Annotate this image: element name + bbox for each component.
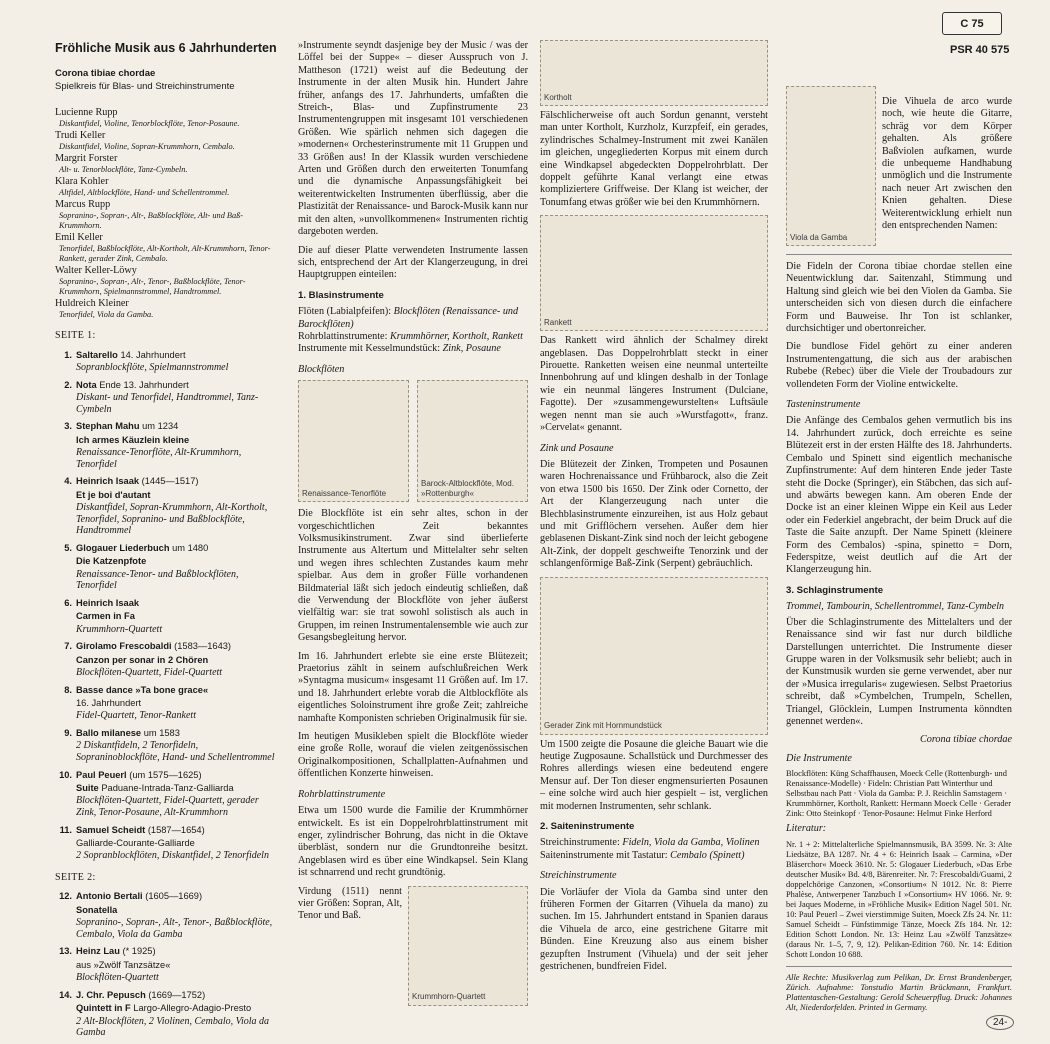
performer-list <box>55 107 280 320</box>
divider <box>786 966 1012 967</box>
body-paragraph: Die bundlose Fidel gehört zu einer anderen Instrumentengattung, die sich aus der arabischen Rubebe (Rebec) über die Viele der Troubadours zur vollendeten Form der Violine entwickelte. <box>786 341 1012 390</box>
track-instrumentation: Fidel-Quartett, Tenor-Rankett <box>76 710 196 722</box>
section-heading: 1. Blasinstrumente <box>298 289 384 301</box>
track-instrumentation: 2 Alt-Blockflöten, 2 Violinen, Cembalo, Viola da Gamba <box>76 1015 270 1039</box>
track-title: Nota <box>76 379 97 390</box>
group-label: Flöten (Labialpfeifen): <box>298 306 392 318</box>
ensemble-name: Corona tibiae chordae <box>55 68 156 80</box>
body-paragraph: Etwa um 1500 wurde die Familie der Krummhörner entwickelt. Es ist ein Doppelrohrblattinstrument mit enger, zylindrischer Bohrung, das nicht in die Oktave überbläst, sondern nur die Grundtonreihe besitzt. Angeblasen wird es über eine Windkapsel. Sein Klang ist schnarrend und recht grundtönig. <box>298 805 528 879</box>
track-note: aus »Zwölf Tanzsätze« <box>76 959 171 970</box>
side-2-label: SEITE 2: <box>55 872 96 884</box>
section-heading: Zink und Posaune <box>540 442 614 454</box>
column-instruments <box>540 40 768 979</box>
track-body <box>76 769 280 819</box>
performer-instruments: Tenorfidel, Viola da Gamba. <box>59 310 154 320</box>
recorder-illustration <box>417 380 528 502</box>
track-instrumentation: Diskant- und Tenorfidel, Handtrommel, Tanz-Cymbeln <box>76 392 259 415</box>
track-instrumentation: 2 Sopranblockflöten, Diskantfidel, 2 Tenorfideln <box>76 850 269 862</box>
track-body <box>76 824 280 862</box>
performer-name: Walter Keller-Löwy <box>55 265 137 277</box>
track-item <box>55 684 280 722</box>
section-heading: Tasteninstrumente <box>786 399 861 411</box>
track-item <box>55 769 280 819</box>
track-body <box>76 727 280 764</box>
recorder-figure <box>298 380 528 502</box>
track-number: 14. <box>59 989 72 1000</box>
body-paragraph: Die Blütezeit der Zinken, Trompeten und Posaunen waren Hochrenaissance und Frühbarock, also die Zeit von etwa 1500 bis 1650. Der Zink oder Cornetto, der Art der Klangerzeugung nach unter die Blechblasinstrumente einzureihen, ist aus Holz gebaut und mit Grifflöchern versehen. Außer dem hier geblasenen Diskant-Zink sind noch der leicht gebogene Alt-Zink, der doppelt geschweifte Tenorzink und der schlangenförmige Baß-Zink (Serpent) gebräuchlich. <box>540 458 768 570</box>
figure-caption: Viola da Gamba <box>790 232 848 242</box>
performer-name: Marcus Rupp <box>55 199 111 211</box>
track-instrumentation: Sopranblockflöte, Spielmannstrommel <box>76 362 229 374</box>
track-body <box>76 989 280 1039</box>
catalog-number: PSR 40 575 <box>950 44 1010 56</box>
instrument-group <box>298 331 528 343</box>
track-date: (1605—1669) <box>142 891 203 902</box>
track-instrumentation: Krummhorn-Quartett <box>76 623 163 635</box>
track-subtitle: Canzon per sonar in 2 Chören <box>76 654 209 665</box>
section-heading: 2. Saiteninstrumente <box>540 821 635 832</box>
section-heading: Rohrblattinstrumente <box>298 788 386 800</box>
figure-caption: Gerader Zink mit Hornmundstück <box>544 721 662 731</box>
performer-name: Klara Kohler <box>55 176 109 188</box>
track-body <box>76 890 280 940</box>
performer-name: Huldreich Kleiner <box>55 298 129 310</box>
crumhorn-illustration <box>408 886 528 1006</box>
literature-list: Nr. 1 + 2: Mittelalterliche Spielmannsmusik, BA 3599. Nr. 3: Alte Liedsätze, BA 1287. Nr. 4 + 6: Heinrich Isaak – Carmina, »Der Bläserchor« Moeck 3610. Nr. 5: Glogauer Liederbuch, »Das Erbe deutscher Musik« Bd. 4/8, Bärenreiter. Nr. 7: Frescobaldi/Guami, 2 doppelchörige Canzonen, »Consortium« N 1012. Nr. 8: Pierre Phalèse, Antwerpener Tanzbuch I »Consortium« HV 1066. Nr. 9: bei Jaques Moderne, in »Fröhliche Musik« Edition Nagel 501. Nr. 10: Paul Peuerl – Zwei vierstimmige Suiten, Moeck Zfs 24. Nr. 11: Samuel Scheidt – Fünfstimmige Tänze, Moeck Zfs 184. Nr. 12: Edition Schott London. Nr. 13: Heinz Lau »Zwölf Tanzsätze« (daraus Nr. 1–5, 7, 9, 12). Pelikan-Edition 760. Nr. 14: Edition Schott London 10 688. <box>786 839 1012 959</box>
track-body <box>76 420 280 470</box>
intro-paragraph: »Instrumente seyndt dasjenige bey der Music / was der Löffel bei der Suppe« – dieser Ausspruch von J. Mattheson (1721) weist auf die Bedeutung der Instrumente in der alten Musik hin. Hundert Jahre früher, anfangs des 17. Jahrhunderts, umfaßten die Streich-, Blas- und Zupfinstrumente 23 Instrumentengruppen mit insgesamt 101 verschiedenen Größen. Wie spärlich nehmen sich dagegen die »modernen« Orchesterinstrumente mit 11 Gruppen und 33 Größen aus! In der Klassik wurden verschiedene Arten und Größen durch den erweiterten Tonumfang und die dynamische Anpassungsfähigkeit bei weiterentwickelten Instrumenten überflüssig, aber die Plastizität der Renaissance- und Barock-Musik kann nur mit den alten, »unvollkommenen« Instrumenten richtig dargeboten werden. <box>298 40 528 238</box>
body-paragraph: Die Vorläufer der Viola da Gamba sind unter den früheren Formen der Gitarren (Vihuela da mano) zu suchen. Im 15. Jahrhundert entstand in Spanien daraus die Vihuela de arco, eine gestrichene Gitarre mit Bünden. Eine Kreuzung also aus einem bisher gezupften Instrument (Vihuela) und der seit jeher gestrichenen, bundfreien Fidel. <box>540 886 768 973</box>
catalog-code-box <box>942 12 1002 35</box>
track-item <box>55 727 280 764</box>
performer-instruments: Diskantfidel, Violine, Sopran-Krummhorn, Cembalo. <box>59 142 235 152</box>
performer <box>55 130 280 152</box>
track-body <box>76 597 280 635</box>
track-number: 11. <box>59 824 72 835</box>
track-note: Paduane-Intrada-Tanz-Galliarda <box>98 783 234 794</box>
track-item <box>55 349 280 374</box>
body-paragraph: Die Anfänge des Cembalos gehen vermutlich bis ins 14. Jahrhundert zurück, doch erreichte es seine Blütezeit erst in der ersten Hälfte des 18. Jahrhunderts. Cembalo und Spinett sind eigentlich mechanische Zupfinstrumente: Auf dem hinteren Ende jeder Taste steht die Docke (Springer), ein Stäbchen, das sich auf- und abwärts bewegen kann. Am oberen Ende der Docke ist an einer kleinen Wippe ein Keil aus Leder oder ein Federkiel angebracht, der beim Druck auf die Taste die Saite anzupft. Der Name Spinett (kleinere Form des Cembalos) -spina, spinetto = Dorn, Federspitze, weist deutlich auf die Art der Klangerzeugung hin. <box>786 415 1012 576</box>
column-strings-credits <box>786 40 1012 1013</box>
gamba-block <box>786 86 1012 246</box>
track-subtitle: Et je boi d'autant <box>76 489 151 500</box>
body-paragraph: Virdung (1511) nennt vier Größen: Sopran, Alt, Tenor und Baß. <box>298 885 402 922</box>
track-title: J. Chr. Pepusch <box>76 989 146 1000</box>
price-sticker: 24- <box>986 1015 1014 1030</box>
performer-instruments: Diskantfidel, Violine, Tenorblockflöte, Tenor-Posaune. <box>59 119 240 129</box>
track-number: 13. <box>59 946 72 957</box>
performer <box>55 265 280 297</box>
track-title: Saltarello <box>76 349 118 360</box>
track-number: 9. <box>64 728 72 739</box>
track-number: 2. <box>64 379 72 390</box>
track-number: 7. <box>64 641 72 652</box>
track-item <box>55 420 280 470</box>
performer-instruments: Sopranino-, Sopran-, Alt-, Baßblockflöte, Alt- und Baß-Krummhorn. <box>59 211 244 231</box>
rights-notice: Alle Rechte: Musikverlag zum Pelikan, Dr. Ernst Brandenberger, Zürich. Aufnahme: Tonstudio Martin Brückmann, Frankfurt. Plattentaschen-Gestaltung: Gerold Scheuerpflug. Druck: Johannes Alt, Niederdorfelden. Printed in Germany. <box>786 972 1012 1012</box>
track-body <box>76 640 280 678</box>
track-title: Heinrich Isaak <box>76 476 140 487</box>
track-number: 1. <box>64 349 72 360</box>
track-date: (1587—1654) <box>145 824 205 835</box>
track-date: Ende 13. Jahrhundert <box>96 379 189 390</box>
track-instrumentation: Renaissance-Tenorflöte, Alt-Krummhorn, Tenorfidel <box>76 447 242 470</box>
track-title: Antonio Bertali <box>76 891 143 902</box>
group-value: Fideln, Viola da Gamba, Violinen <box>622 837 760 849</box>
track-title: Heinz Lau <box>76 946 120 957</box>
catalog-code: C 75 <box>960 17 984 30</box>
track-subtitle: Carmen in Fa <box>76 611 135 622</box>
performer <box>55 199 280 231</box>
track-body <box>76 475 280 537</box>
track-number: 10. <box>59 769 72 780</box>
figure-caption: Krummhorn-Quartett <box>412 992 486 1002</box>
track-date: (um 1575—1625) <box>126 769 202 780</box>
crumhorn-block <box>298 886 528 1006</box>
group-label: Instrumente mit Kesselmundstück: <box>298 343 441 355</box>
track-date: (1669—1752) <box>145 989 206 1000</box>
figure-caption: Kortholt <box>544 92 572 102</box>
track-instrumentation: Sopranino-, Sopran-, Alt-, Tenor-, Baßblockflöte, Cembalo, Viola da Gamba <box>76 917 273 940</box>
page-title: Fröhliche Musik aus 6 Jahrhunderten <box>55 41 277 55</box>
track-date: (1445—1517) <box>139 476 199 487</box>
figure-caption: Barock-Altblockflöte, Mod. »Rottenburgh« <box>421 479 514 498</box>
instrument-group <box>540 837 768 849</box>
side-1-tracklist <box>55 349 280 862</box>
track-body <box>76 945 280 983</box>
track-date: um 1234 <box>139 421 179 432</box>
body-paragraph: Im heutigen Musikleben spielt die Blockflöte wieder eine große Rolle, worauf die vielen zeitgenössischen Originalkompositionen, Schallplatten-Aufnahmen und öffentlichen Konzerte hinweisen. <box>298 731 528 780</box>
performer <box>55 176 280 198</box>
track-date: (1583—1643) <box>171 641 232 652</box>
track-instrumentation: Blockflöten-Quartett, Fidel-Quartett <box>76 667 223 679</box>
group-value: Blockflöten (Renaissance- und Barockflöten) <box>298 306 519 330</box>
group-value: Cembalo (Spinett) <box>670 849 745 861</box>
figure-title: Blockflöten <box>298 363 345 375</box>
performer-instruments: Sopranino-, Sopran-, Alt-, Tenor-, Baßblockflöte, Tenor-Krummhorn, Spielmannstrommel, Handtrommel. <box>59 277 246 297</box>
section-heading: Streichinstrumente <box>540 870 617 882</box>
track-item <box>55 379 280 416</box>
signature: Corona tibiae chordae <box>919 734 1012 746</box>
section-subheading: Trommel, Tambourin, Schellentrommel, Tanz-Cymbeln <box>786 601 1004 613</box>
track-item <box>55 597 280 635</box>
track-note: 16. Jahrhundert <box>76 698 142 709</box>
instrument-makers: Blockflöten: Küng Schaffhausen, Moeck Celle (Rottenburgh- und Renaissance-Modelle) · Fideln: Christian Patt Winterthur und Selbstbau nach Patt · Viola da Gamba: P. J. Reichlin Samstagern · Krummhörner, Kortholt, Rankett: Hermann Moeck Celle · Gerader Zink: Otto Steinkopf · Tenor-Posaune: Helmut Finke Herford <box>786 769 1012 819</box>
track-title: Paul Peuerl <box>76 769 127 780</box>
track-title: Basse dance »Ta bone grace« <box>76 684 209 695</box>
performer <box>55 153 280 175</box>
group-label: Streichinstrumente: <box>540 837 620 849</box>
track-number: 4. <box>64 476 72 487</box>
performer <box>55 107 280 129</box>
track-item <box>55 989 280 1039</box>
track-number: 6. <box>64 597 72 608</box>
track-date: um 1583 <box>141 728 180 739</box>
instrument-group <box>540 850 768 862</box>
track-subtitle: Ich armes Käuzlein kleine <box>76 434 190 445</box>
track-item <box>55 640 280 678</box>
track-title: Glogauer Liederbuch <box>76 542 170 553</box>
performer-name: Emil Keller <box>55 232 103 244</box>
viola-da-gamba-illustration <box>786 86 876 246</box>
figure-caption: Renaissance-Tenorflöte <box>302 488 387 498</box>
track-title: Girolamo Frescobaldi <box>76 641 172 652</box>
track-instrumentation: Blockflöten-Quartett <box>76 972 159 984</box>
instrument-group <box>298 306 528 331</box>
group-value: Zink, Posaune <box>442 343 501 355</box>
track-title: Ballo milanese <box>76 728 142 739</box>
rankett-illustration <box>540 215 768 331</box>
body-paragraph: Fälschlicherweise oft auch Sordun genannt, versteht man unter Kortholt, Kurzholz, Kurzpfeif, ein gerades, zylindrisches Schalmey-Instrument mit zwei Kanälen im gleichen, ungegliederten Korpus mit einem durch eine Windkapsel abgedeckten Doppelrohrblatt. Der doppelt geführte Kanal verlangt eine etwas kompliziertere Griffweise. Der Klang ist weicher, der Tonumfang etwas größer wie bei den Krummhörnern. <box>540 110 768 208</box>
section-heading: Literatur: <box>786 823 827 835</box>
track-date: um 1480 <box>169 542 209 553</box>
track-number: 8. <box>64 684 72 695</box>
track-instrumentation: 2 Diskantfideln, 2 Tenorfideln, Sopraninoblockflöte, Hand- und Schellentrommel <box>76 740 275 764</box>
body-paragraph: Über die Schlaginstrumente des Mittelalters und der Renaissance sind wir fast nur durch bildliche Darstellungen unterrichtet. Die Instrumente dieser Gruppe waren in der Volksmusik sehr beliebt; auch in der Kunstmusik wurden sie gerne verwendet, aber nur der »Musica irregularis« zugewiesen. Selbst Praetorius schreibt, daß »Cymbelchen, Trumpeln, Schellen, Triangel, Glöcklein, Lumpen Instrumenta könndten genennet werden«. <box>786 616 1012 727</box>
performer <box>55 298 280 320</box>
track-subtitle: Die Katzenpfote <box>76 556 147 567</box>
track-title: Samuel Scheidt <box>76 824 146 835</box>
performer-instruments: Altfidel, Altblockflöte, Hand- und Schellentrommel. <box>59 188 230 198</box>
track-instrumentation: Renaissance-Tenor- und Baßblockflöten, Tenorfidel <box>76 568 239 592</box>
track-item <box>55 475 280 537</box>
figure-caption: Rankett <box>544 317 572 327</box>
track-body <box>76 349 280 374</box>
track-note: Largo-Allegro-Adagio-Presto <box>130 1003 252 1014</box>
performer-name: Trudi Keller <box>55 130 106 142</box>
section-heading: 3. Schlaginstrumente <box>786 584 884 596</box>
divider <box>786 254 1012 255</box>
track-date: 14. Jahrhundert <box>117 349 186 360</box>
track-number: 3. <box>64 421 72 432</box>
performer-name: Margrit Forster <box>55 153 118 165</box>
track-subtitle: Sonatella <box>76 904 118 915</box>
body-paragraph: Im 16. Jahrhundert erlebte sie eine erste Blütezeit; Praetorius zählt in seinem aufschlußreichen Werk »Syntagma musicum« insgesamt 11 Größen auf. Im 17. und 18. Jahrhundert erlebte vorab die Altblockflöte als eigentliches Soloinstrument ihre große Zeit; zahlreiche namhafte Komponisten schrieben Originalmusik für sie. <box>298 650 528 724</box>
instrument-group <box>298 343 528 355</box>
track-title: Heinrich Isaak <box>76 597 140 608</box>
track-title: Stephan Mahu <box>76 421 140 432</box>
side-1-label: SEITE 1: <box>55 330 96 342</box>
track-subtitle: Suite <box>76 783 99 794</box>
performer-name: Lucienne Rupp <box>55 107 118 119</box>
track-item <box>55 890 280 940</box>
track-number: 5. <box>64 542 72 553</box>
track-date: (* 1925) <box>119 946 156 957</box>
track-item <box>55 542 280 592</box>
side-2-tracklist <box>55 890 280 1038</box>
body-paragraph: Das Rankett wird ähnlich der Schalmey direkt angeblasen. Das Doppelrohrblatt steckt in einer Pirouette. Ranketten weisen eine neunmal unterteilte Innenbohrung auf und klingen deshalb in der Tonlage wie ein neunmal längeres Instrument (Dulciane, Fagotte). Der »zusammengewurstelten« Luftsäule wegen nennt man sie auch »Wurstfagott«, franz. »Cervelat« genannt. <box>540 335 768 434</box>
track-subtitle: Quintett in F <box>76 1003 131 1014</box>
column-program <box>55 40 280 1044</box>
track-body <box>76 684 280 722</box>
group-value: Krummhörner, Kortholt, Rankett <box>389 330 523 342</box>
kortholt-illustration <box>540 40 768 106</box>
performer <box>55 232 280 264</box>
track-item <box>55 945 280 983</box>
track-instrumentation: Diskantfidel, Sopran-Krummhorn, Alt-Kortholt, Tenorfidel, Sopranino- und Baßblockflöte, Handtrommel <box>76 502 268 537</box>
recorder-illustration <box>298 380 409 502</box>
track-body <box>76 542 280 592</box>
body-paragraph: Um 1500 zeigte die Posaune die gleiche Bauart wie die heutige Zugposaune. Schallstück und Durchmesser des Rohres allerdings wiesen eine bedeutend engere Mensur auf. Der Ton dieser engmensurierten Posaunen – eine solche wird auch hier gespielt – ist, verglichen mit modernen Instrumenten, sehr schlank. <box>540 738 768 812</box>
body-paragraph: Die Fideln der Corona tibiae chordae stellen eine Neuentwicklung dar. Saitenzahl, Stimmung und Haltung sind gleich wie bei den Violen da Gamba. Sie unterscheiden sich von diesen durch die einfachere Form und Bauweise. Ihr Ton ist schlanker, durchsichtiger und obertonreicher. <box>786 261 1012 335</box>
group-label: Saiteninstrumente mit Tastatur: <box>540 849 668 861</box>
intro-paragraph: Die auf dieser Platte verwendeten Instrumente lassen sich, entsprechend der Art der Klangerzeugung, in drei Hauptgruppen einteilen: <box>298 244 528 281</box>
column-intro <box>298 40 528 1006</box>
body-paragraph: Die Blockflöte ist ein sehr altes, schon in der vorgeschichtlichen Zeit bekanntes Volksmusikinstrument. Zwar sind überlieferte Instrumente aus Altertum und Mittelalter sehr selten und wegen ihres schlechten Zustandes kaum mehr spielbar. Aus dem in großer Fülle vorhandenen Bildmaterial läßt sich jedoch eindeutig schließen, daß die Verwendung der Blockflöte von jeher äußerst vielfältig war: sie trat sowohl solistisch als auch in Gruppen, im reinen Instrumentalensemble wie auch zur Gesangsbegleitung hervor. <box>298 508 528 644</box>
track-instrumentation: Blockflöten-Quartett, Fidel-Quartett, gerader Zink, Tenor-Posaune, Alt-Krummhorn <box>76 795 259 819</box>
performer-instruments: Alt- u. Tenorblockflöte, Tanz-Cymbeln. <box>59 165 188 175</box>
track-item <box>55 824 280 862</box>
track-note: Galliarde-Courante-Galliarde <box>76 838 195 849</box>
track-number: 12. <box>59 891 72 902</box>
track-body <box>76 379 280 416</box>
ensemble-subtitle: Spielkreis für Blas- und Streichinstrumente <box>55 80 235 92</box>
body-paragraph: Die Vihuela de arco wurde noch, wie heute die Gitarre, schräg vor dem Körper gehalten. Als größere Baßviolen aufkamen, wurde die unbequeme Handhabung unmöglich und die Instrumente nach neuer Art zwischen den Knien gehalten. Diese Weiterentwicklung erhielt nun den entsprechenden Namen: <box>882 96 1012 232</box>
section-heading: Die Instrumente <box>786 752 852 764</box>
cornetto-illustration <box>540 577 768 735</box>
performer-instruments: Tenorfidel, Baßblockflöte, Alt-Kortholt, Alt-Krummhorn, Tenor-Rankett, gerader Zink, Cembalo. <box>59 244 271 264</box>
group-label: Rohrblattinstrumente: <box>298 330 388 342</box>
